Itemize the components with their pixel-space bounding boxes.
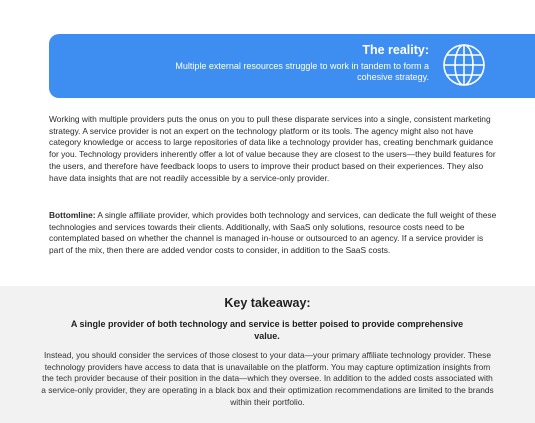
bottomline-label: Bottomline: bbox=[49, 210, 96, 220]
key-takeaway-body: Instead, you should consider the services of those closest to your data—your primary affiliate technology provider. These technology providers have access to data that is unavailable on the platform. You may capture optimization insights from the tech provider because of their position in the data—which they oversee. In addition to the added costs associated with a service-only provider, they are operating in a black box and their optimization recommendations are limited to the brands within their portfolio. bbox=[41, 350, 494, 407]
key-takeaway-title: Key takeaway: bbox=[224, 296, 311, 310]
banner-title: The reality: bbox=[362, 43, 429, 57]
bottomline-paragraph bbox=[49, 210, 499, 257]
globe-icon bbox=[441, 42, 487, 88]
bottomline-text: A single affiliate provider, which provides both technology and services, can dedicate the full weight of these technologies and services towards their clients. Additionally, with SaaS only solutions, resource costs need to be contemplated based on whether the channel is managed in-house or outsourced to an agency. If a service provider is part of the mix, then there are added vendor costs to consider, in addition to the SaaS costs. bbox=[49, 210, 497, 256]
key-takeaway-section bbox=[0, 286, 535, 423]
intro-paragraph: Working with multiple providers puts the onus on you to pull these disparate services into a single, consistent marketing strategy. A service provider is not an expert on the technology platform or its tools. The agency might also not have category knowledge or access to large repositories of data like a technology provider has, creating benchmark guidance for you. Technology providers inherently offer a lot of value because they are closest to the users—they build features for the users, and therefore have feedback loops to users to improve their product based on their experiences. They also have data insights that are not readily accessible by a service-only provider. bbox=[49, 114, 496, 183]
key-takeaway-subtitle: A single provider of both technology and service is better poised to provide comprehensive value. bbox=[70, 319, 464, 341]
reality-banner bbox=[49, 34, 535, 98]
banner-subtitle: Multiple external resources struggle to work in tandem to form a cohesive strategy. bbox=[175, 61, 429, 82]
